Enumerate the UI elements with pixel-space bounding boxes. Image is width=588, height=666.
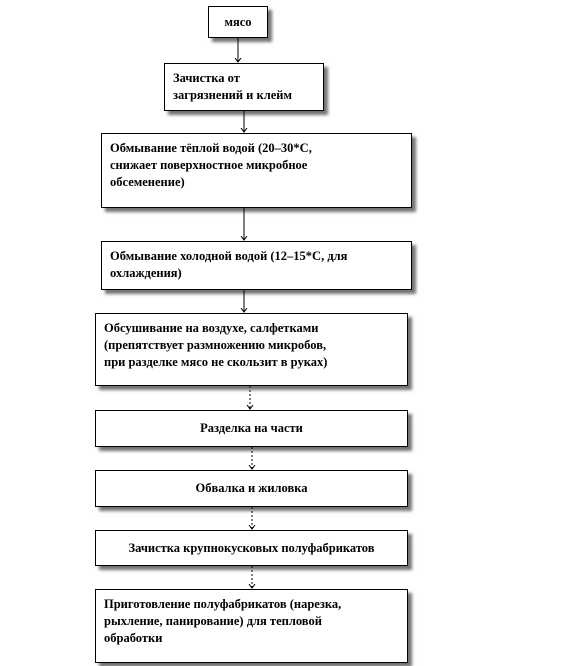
step-warm-wash: Обмывание тёплой водой (20–30*С, снижает поверхностное микробное обсеменение) <box>101 133 412 208</box>
step-deboning: Обвалка и жиловка <box>95 470 408 507</box>
step-large-cut: Зачистка крупнокусковых полуфабрикатов <box>95 530 408 566</box>
step-drying: Обсушивание на воздухе, салфетками (препятствует размножению микробов, при разделке мясо не скользит в руках) <box>95 313 408 386</box>
step-cold-wash: Обмывание холодной водой (12–15*С, для охлаждения) <box>101 241 412 290</box>
step-cutting: Разделка на части <box>95 410 408 447</box>
step-meat: мясо <box>208 6 268 38</box>
step-cleaning: Зачистка от загрязнений и клейм <box>164 63 324 111</box>
step-preparation: Приготовление полуфабрикатов (нарезка, рыхление, панирование) для тепловой обработки <box>95 589 408 663</box>
